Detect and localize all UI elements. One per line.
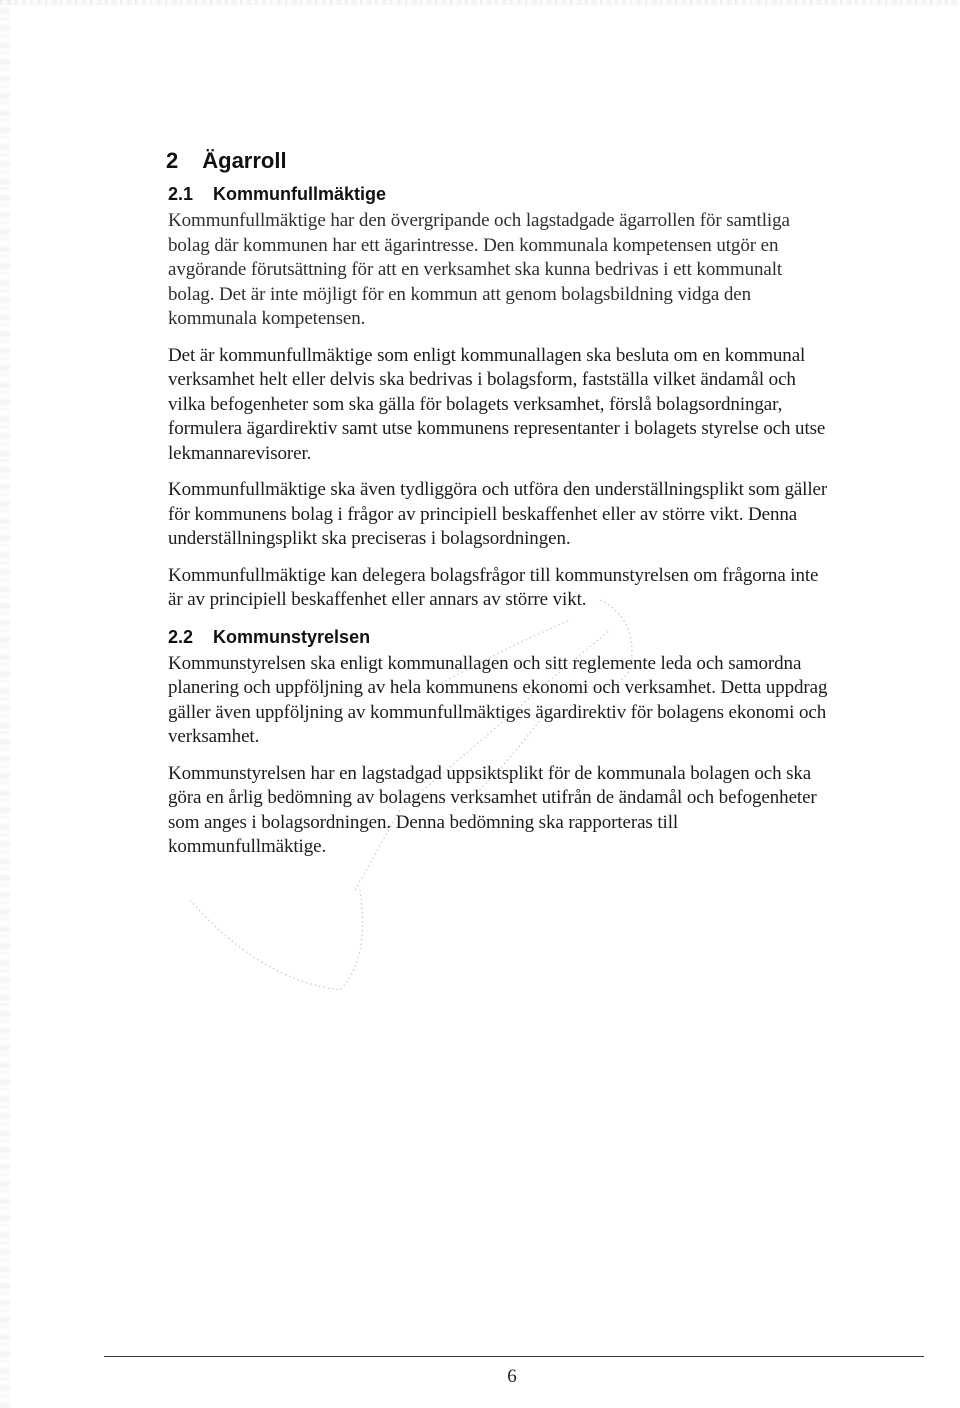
section-heading-kommunfullmaktige — [168, 184, 828, 205]
paragraph: Kommunfullmäktige har den övergripande och lagstadgade ägarrollen för samtliga bolag där kommunen har ett ägarintresse. Den kommunala kompetensen utgör en avgörande förutsättning för att en verksamhet ska kunna bedrivas i ett kommunalt bolag. Det är inte möjligt för en kommun att genom bolagsbildning vidga den kommunala kompetensen. — [168, 210, 790, 329]
chapter-number: 2 — [166, 148, 179, 173]
section-title: Kommunstyrelsen — [213, 626, 371, 647]
section-number: 2.2 — [168, 626, 194, 647]
scan-edge-artifact — [0, 0, 10, 1408]
footer-rule — [104, 1356, 924, 1357]
scan-top-artifact — [0, 0, 960, 5]
chapter-title: Ägarroll — [202, 148, 287, 173]
paragraph: Kommunfullmäktige kan delegera bolagsfrågor till kommunstyrelsen om frågorna inte är av principiell beskaffenhet eller annars av större vikt. — [168, 564, 819, 610]
section-title: Kommunfullmäktige — [213, 184, 387, 204]
paragraph: Kommunstyrelsen har en lagstadgad uppsiktsplikt för de kommunala bolagen och ska göra en årlig bedömning av bolagens verksamhet utifrån de ändamål och befogenheter som anges i bolagsordningen. Denna bedömning ska rapporteras till kommunfullmäktige. — [168, 762, 817, 857]
paragraph: Kommunfullmäktige ska även tydliggöra och utföra den underställningsplikt som gäller för kommunens bolag i frågor av principiell beskaffenhet eller av större vikt. Denna underställningsplikt ska preciseras i bolagsordningen. — [168, 479, 828, 549]
page-number: 6 — [507, 1366, 517, 1387]
section-heading-kommunstyrelsen — [168, 627, 828, 648]
paragraph: Kommunstyrelsen ska enligt kommunallagen och sitt reglemente leda och samordna planering och uppföljning av hela kommunens ekonomi och verksamhet. Detta uppdrag gäller även uppföljning av kommunfullmäktiges ägardirektiv för bolagens ekonomi och verksamhet. — [168, 652, 828, 747]
chapter-heading — [166, 148, 828, 174]
paragraph: Det är kommunfullmäktige som enligt kommunallagen ska besluta om en kommunal verksamhet helt eller delvis ska bedrivas i bolagsform, fastställa vilket ändamål och vilka befogenheter som ska gälla för bolagets verksamhet, förslå bolagsordningar, formulera ägardirektiv samt utse kommunens representanter i bolagets styrelse och utse lekmannarevisorer. — [168, 344, 826, 464]
section-number: 2.1 — [168, 184, 194, 204]
document-content — [168, 148, 828, 872]
